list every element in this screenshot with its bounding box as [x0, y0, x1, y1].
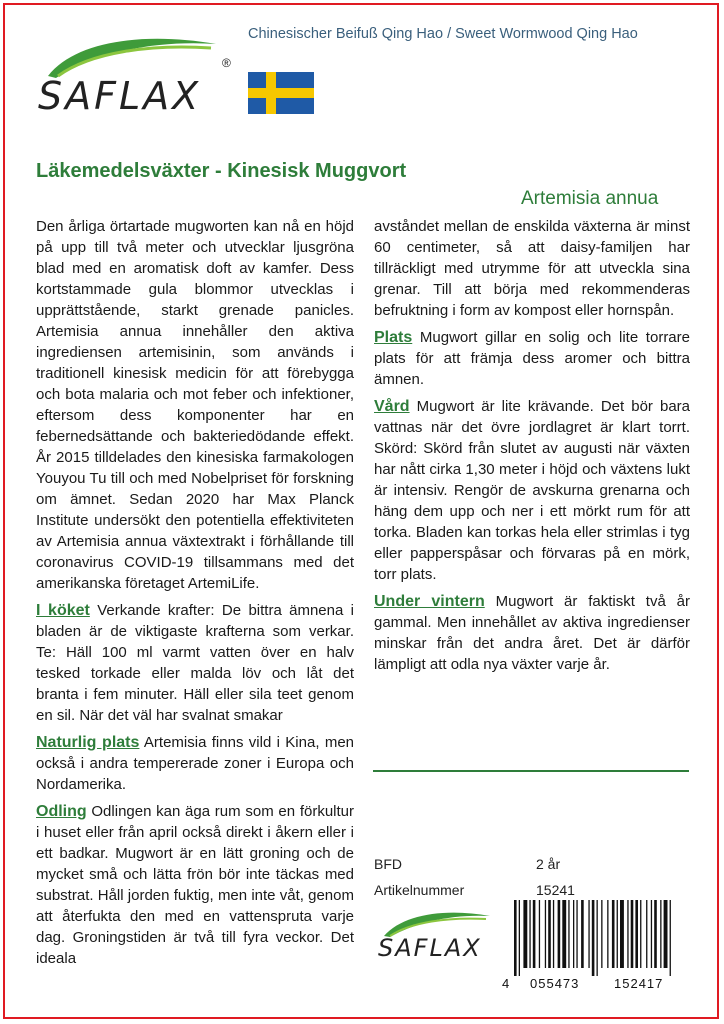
care-text: Mugwort är lite krävande. Det bör bara vattnas när det övre jordlagret är klart torrt. Skörd: Skörd från slutet av augusti när växten har nått cirka 1,30 meter i höjd och växtens lukt är intensiv. Rengör de avskurna grenarna och häng dem upp och ner i ett mörkt rum för att torka. Bladen kan torkas hela eller strimlas i tyg eller papperspåsar och förvaras på en mörk, torr plats.: [374, 398, 691, 583]
barcode-bar: [529, 900, 530, 968]
barcode-bar: [545, 900, 546, 968]
barcode-bar: [635, 900, 638, 968]
barcode-bar: [576, 900, 577, 968]
leaf-swoosh-icon: [36, 30, 236, 80]
barcode-bar: [607, 900, 608, 968]
barcode-bar: [651, 900, 652, 968]
winter-heading: Under vintern: [374, 593, 485, 610]
article-number-value: 15241: [536, 882, 575, 898]
cultivation-continued: avståndet mellan de enskilda växterna är minst 60 centimeter, så att daisy-familjen har tillräckligt med utrymme för att utveckla sina grenar. Till att börja med rekommenderas befruktning i form av kompost eller hornspån.: [374, 218, 690, 319]
barcode-bar: [548, 900, 551, 968]
barcode-bar: [573, 900, 574, 968]
barcode-bar: [601, 900, 602, 968]
winter-section: [374, 591, 690, 675]
barcode-bar: [568, 900, 569, 968]
cultivation-text: Odlingen kan äga rum som en förkultur i huset eller från april också direkt i åkern eller i ett badkar. Mugwort är en lätt groning och de mycket små och lätta frön bör inte täckas med substrat. Håll jorden fuktig, men inte våt, genom att återfukta den med en vattenspruta varje dag. Groningstiden är två till fyra veckor. Det ideala: [36, 803, 354, 967]
barcode-bar: [620, 900, 624, 968]
article-number-label: Artikelnummer: [374, 882, 465, 898]
brand-name-small: SAFLAX: [378, 934, 482, 962]
saflax-logo: [36, 30, 236, 120]
barcode-bar: [523, 900, 527, 968]
barcode-bar: [627, 900, 628, 968]
sweden-flag-icon: [248, 72, 314, 114]
barcode-bar: [514, 900, 517, 976]
location-text: Mugwort gillar en solig och lite torrare plats för att främja dess aromer och bittra ämnen.: [374, 329, 690, 388]
right-column: [374, 216, 690, 681]
barcode-bar: [654, 900, 657, 968]
barcode-bar: [519, 900, 520, 976]
care-section: [374, 396, 690, 585]
kitchen-heading: I köket: [36, 602, 90, 619]
barcode-bar: [670, 900, 671, 976]
brand-name: SAFLAX: [38, 74, 202, 118]
care-heading: Vård: [374, 398, 410, 415]
barcode-bar: [646, 900, 647, 968]
section-divider: [373, 770, 689, 772]
registered-mark: ®: [222, 56, 231, 70]
habitat-text: Artemisia finns vild i Kina, men också i andra tempererade zoner i Europa och Nordamerika.: [36, 734, 355, 793]
kitchen-text: Verkande krafter: De bittra ämnena i bladen är de viktigaste krafterna som verkar. Te: Häll 100 ml varmt vatten över en halv tesked torkade eller malda löv och låt det branta i fem minuter. Häll eller sila teet genom en sil. När det väl har svalnat smakar: [36, 602, 354, 724]
barcode-bar: [539, 900, 540, 968]
kitchen-section: [36, 600, 354, 726]
location-section: [374, 327, 690, 390]
barcode-bar: [592, 900, 595, 976]
barcode-bar: [553, 900, 554, 968]
barcode-bar: [597, 900, 598, 976]
location-heading: Plats: [374, 329, 413, 346]
habitat-heading: Naturlig plats: [36, 734, 140, 751]
barcode-bar: [612, 900, 615, 968]
intro-paragraph: Den årliga örtartade mugworten kan nå en höjd på upp till två meter och utvecklar ljusgröna blad med en aromatisk doft av kamfer. Dess kortstammade gula blommor utvecklas i upprättstående, starkt grenade panicles. Artemisia annua innehåller den aktiva ingrediensen artemisinin, som används i traditionell kinesisk medicin för att förebygga och bota malaria och mot feber och infektioner, eftersom dess komponenter har en febernedsättande och bakteriedödande effekt. År 2015 tilldelades den kinesiska farmakologen Youyou Tu till och med Nobelpriset för forskning om ämnet. Sedan 2020 har Max Planck Institute undersökt den potentiella effektiviteten av Artemisia annua växtextrakt i förhållande till coronavirus COVID-19 tillsammans med det amerikanska företaget ArtemiLife.: [36, 218, 354, 592]
barcode-bar: [631, 900, 634, 968]
cultivation-heading: Odling: [36, 803, 87, 820]
barcode-bar: [533, 900, 536, 968]
barcode-bar: [664, 900, 668, 968]
page-title: Läkemedelsväxter - Kinesisk Muggvort: [36, 160, 407, 182]
latin-name: Artemisia annua: [521, 188, 659, 209]
saflax-logo-small: [378, 908, 498, 968]
bfd-label: BFD: [374, 856, 402, 872]
barcode-bar: [660, 900, 661, 968]
barcode-group-2: 152417: [614, 976, 664, 991]
barcode-bar: [588, 900, 589, 968]
barcode: [500, 900, 690, 976]
barcode-bar: [640, 900, 641, 968]
barcode-bar: [581, 900, 584, 968]
barcode-bar: [617, 900, 618, 968]
barcode-bar: [558, 900, 561, 968]
left-column: [36, 216, 354, 975]
product-line-title: Chinesischer Beifuß Qing Hao / Sweet Wormwood Qing Hao: [248, 26, 638, 42]
barcode-bar: [562, 900, 566, 968]
bfd-value: 2 år: [536, 856, 561, 872]
winter-text: Mugwort är faktiskt två år gammal. Men innehållet av aktiva ingredienser minskar från det andra året. Det är därför lämpligt att odla nya växter varje år.: [374, 593, 691, 673]
habitat-section: [36, 732, 354, 795]
cultivation-section: [36, 801, 354, 969]
barcode-group-1: 055473: [530, 976, 580, 991]
barcode-first-digit: 4: [502, 976, 510, 991]
